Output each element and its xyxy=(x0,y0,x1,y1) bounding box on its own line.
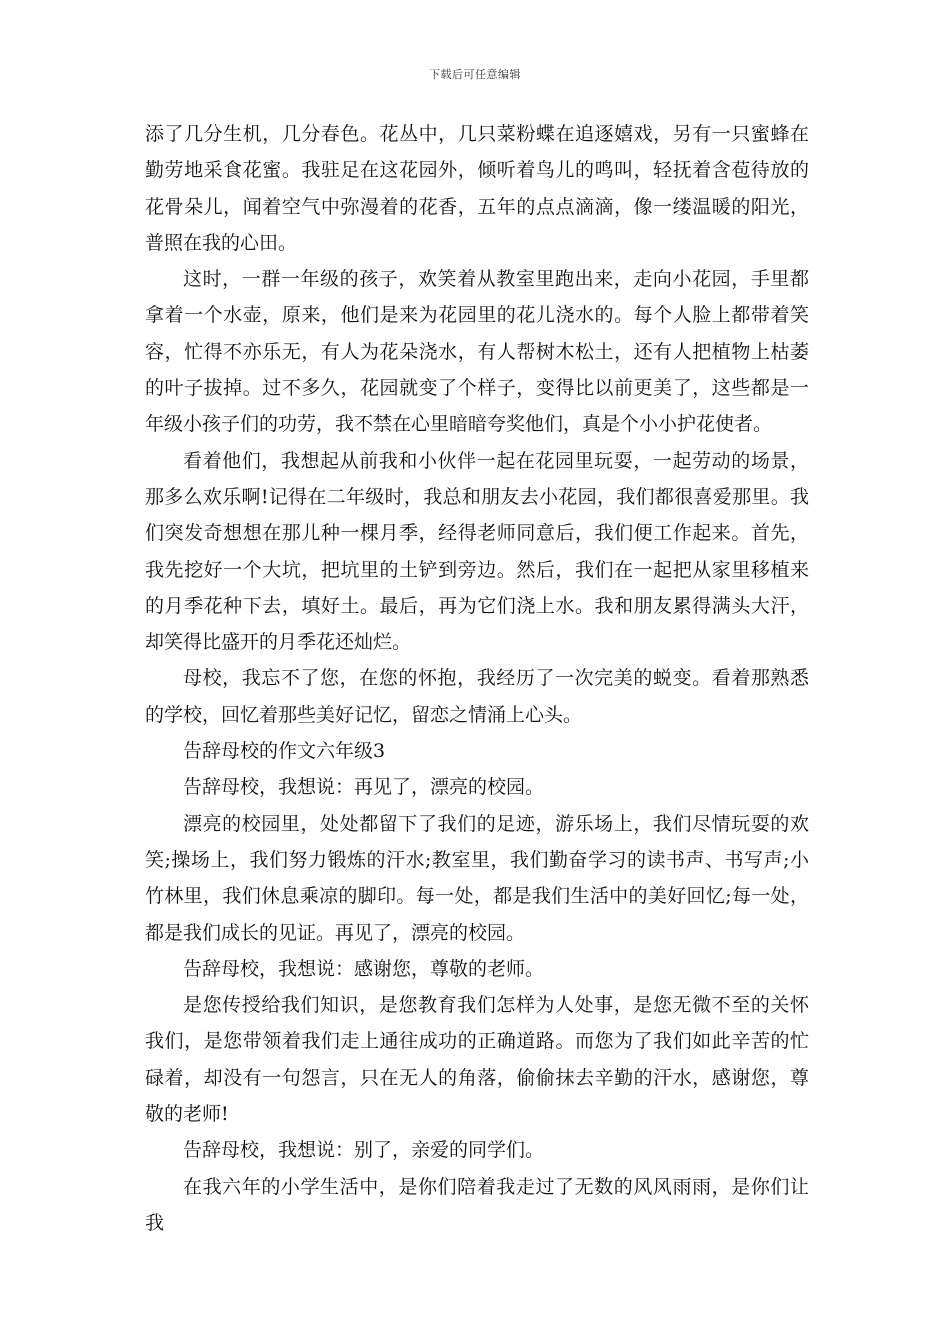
paragraph-farewell: 母校，我忘不了您，在您的怀抱，我经历了一次完美的蜕变。看着那熟悉的学校，回忆着那些美好记忆，留恋之情涌上心头。 xyxy=(145,667,809,726)
document-body xyxy=(145,116,809,1241)
essay-title: 告辞母校的作文六年级3 xyxy=(183,740,386,763)
paragraph-memories: 看着他们，我想起从前我和小伙伴一起在花园里玩耍，一起劳动的场景，那多么欢乐啊!记得在二年级时，我总和朋友去小花园，我们都很喜爱那里。我们突发奇想想在那儿种一棵月季，经得老师同意后，我们便工作起来。首先，我先挖好一个大坑，把坑里的土铲到旁边。然后，我们在一起把从家里移植来的月季花种下去，填好土。最后，再为它们浇上水。我和朋友累得满头大汗，却笑得比盛开的月季花还灿烂。 xyxy=(145,449,809,654)
page-header: 下载后可任意编辑 xyxy=(429,68,521,81)
paragraph-campus-memories: 漂亮的校园里，处处都留下了我们的足迹，游乐场上，我们尽情玩耍的欢笑;操场上，我们努力锻炼的汗水;教室里，我们勤奋学习的读书声、书写声;小竹林里，我们休息乘凉的脚印。每一处，都是我们生活中的美好回忆;每一处，都是我们成长的见证。再见了，漂亮的校园。 xyxy=(145,812,809,944)
paragraph-teacher-praise: 是您传授给我们知识，是您教育我们怎样为人处事，是您无微不至的关怀我们，是您带领着我们走上通往成功的正确道路。而您为了我们如此辛苦的忙碌着，却没有一句怨言，只在无人的角落，偷偷抹去辛勤的汗水，感谢您，尊敬的老师! xyxy=(145,994,809,1126)
paragraph-goodbye-campus: 告辞母校，我想说：再见了，漂亮的校园。 xyxy=(183,776,545,799)
paragraph-thank-teacher: 告辞母校，我想说：感谢您，尊敬的老师。 xyxy=(183,957,545,980)
paragraph-goodbye-classmates: 告辞母校，我想说：别了，亲爱的同学们。 xyxy=(183,1139,545,1162)
paragraph-continuation: 添了几分生机，几分春色。花丛中，几只菜粉蝶在追逐嬉戏，另有一只蜜蜂在勤劳地采食花蜜。我驻足在这花园外，倾听着鸟儿的鸣叫，轻抚着含苞待放的花骨朵儿，闻着空气中弥漫着的花香，五年的点点滴滴，像一缕温暖的阳光，普照在我的心田。 xyxy=(145,123,809,254)
paragraph-first-graders: 这时，一群一年级的孩子，欢笑着从教室里跑出来，走向小花园，手里都拿着一个水壶，原来，他们是来为花园里的花儿浇水的。每个人脸上都带着笑容，忙得不亦乐无，有人为花朵浇水，有人帮树木松土，还有人把植物上枯萎的叶子拔掉。过不多久，花园就变了个样子，变得比以前更美了，这些都是一年级小孩子们的功劳，我不禁在心里暗暗夸奖他们，真是个小小护花使者。 xyxy=(145,268,809,436)
paragraph-six-years: 在我六年的小学生活中，是你们陪着我走过了无数的风风雨雨，是你们让我 xyxy=(145,1175,809,1234)
